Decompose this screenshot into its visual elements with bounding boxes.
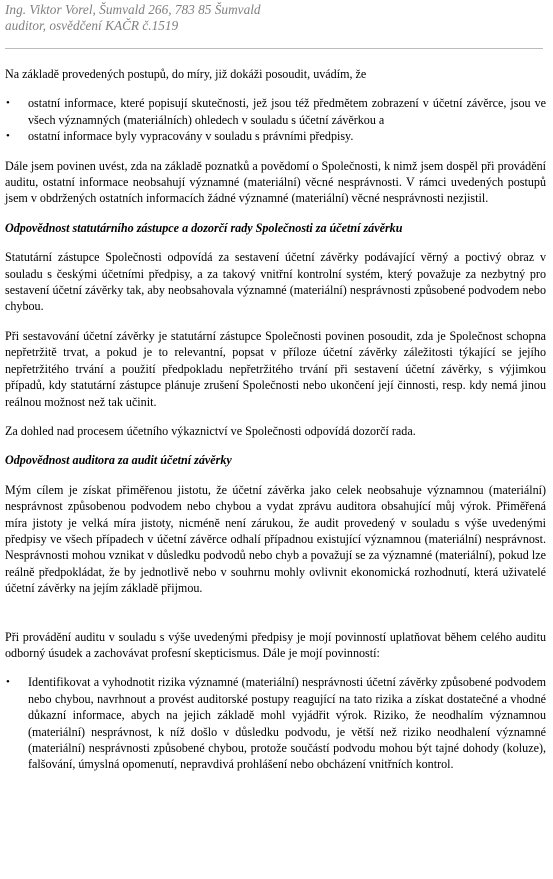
list-item: • ostatní informace byly vypracovány v souladu s právními předpisy. xyxy=(6,129,354,144)
auditor-certificate: auditor, osvědčení KAČR č.1519 xyxy=(5,18,179,33)
section-heading-statutory: Odpovědnost statutárního zástupce a dozorčí rady Společnosti za účetní závěrku xyxy=(5,220,403,235)
statutory-paragraph-1: Statutární zástupce Společnosti odpovídá za sestavení účetní závěrky podávající věrný a poctivý obraz v souladu s českými účetními předpisy, a za takový vnitřní kontrolní systém, který považuje za nezbytný pro sestavení účetní závěrky tak, aby neobsahovala významné (materiální) nesprávnosti způsobené podvodem nebo chybou. xyxy=(5,250,546,314)
section-heading-auditor: Odpovědnost auditora za audit účetní závěrky xyxy=(5,453,232,468)
intro-paragraph: Na základě provedených postupů, do míry, již dokáži posoudit, uvádím, že xyxy=(5,67,367,81)
auditor-name-address: Ing. Viktor Vorel, Šumvald 266, 783 85 Šumvald xyxy=(5,2,261,17)
header-divider xyxy=(5,48,543,49)
auditor-paragraph-1: Mým cílem je získat přiměřenou jistotu, že účetní závěrka jako celek neobsahuje významnou (materiální) nesprávnost způsobenou podvodem nebo chybou a vydat zprávu auditora obsahující můj výrok. Přiměřená míra jistoty je velká míra jistoty, nicméně není zárukou, že audit provedený v souladu s výše uvedenými předpisy ve všech případech v účetní závěrce odhalí případnou existující významnou (materiální) nesprávnost. Nesprávnosti mohou vznikat v důsledku podvodů nebo chyb a považují se za významné (materiální), pokud lze reálně předpokládat, že by jednotlivě nebo v souhrnu mohly ovlivnit ekonomická rozhodnutí, která uživatelé účetní závěrky na jejím základě přijmou. xyxy=(5,482,546,596)
auditor-duties-list xyxy=(5,674,546,772)
auditor-paragraph-2: Při provádění auditu v souladu s výše uvedenými předpisy je mojí povinností uplatňovat během celého auditu odborný úsudek a zachovávat profesní skepticismus. Dále je mojí povinností: xyxy=(5,629,546,660)
supervision-paragraph: Za dohled nad procesem účetního výkaznictví ve Společnosti odpovídá dozorčí rada. xyxy=(5,423,416,438)
bullet-icon: • xyxy=(6,97,10,110)
list-item: • Identifikovat a vyhodnotit rizika významné (materiální) nesprávnosti účetní závěrky způsobené podvodem nebo chybou, navrhnout a provést auditorské postupy reagující na tato rizika a získat dostatečné a vhodné důkazní informace, abych na jejich základě mohl vyjádřit výrok. Riziko, že neodhalím významnou (materiální) nesprávnost, k níž došlo v důsledku podvodu, je větší než riziko neodhalení významné (materiální) nesprávnosti způsobené chybou, protože součástí podvodu mohou být tajné dohody (koluze), falšování, úmyslná opomenutí, nepravdivá prohlášení nebo obcházení vnitřních kontrol. xyxy=(6,675,546,772)
other-info-list xyxy=(5,95,546,144)
report-body xyxy=(5,66,546,773)
list-item: • ostatní informace, které popisují skutečnosti, jež jsou též předmětem zobrazení v účetní závěrce, jsou ve všech významných (materiálních) ohledech v souladu s účetní závěrkou a xyxy=(6,96,546,127)
bullet-icon: • xyxy=(6,130,10,143)
bullet-icon: • xyxy=(6,676,10,689)
other-info-paragraph: Dále jsem povinen uvést, zda na základě poznatků a povědomí o Společnosti, k nimž jsem dospěl při provádění auditu, ostatní informace neobsahují významné (materiální) věcné nesprávnosti. V rámci uvedených postupů jsem v obdržených ostatních informacích žádné významné (materiální) věcné nesprávnosti nezjistil. xyxy=(5,158,546,206)
statutory-paragraph-2: Při sestavování účetní závěrky je statutární zástupce Společnosti povinen posoudit, zda je Společnost schopna nepřetržitě trvat, a pokud je to relevantní, popsat v příloze účetní závěrky záležitosti týkající se jejího nepřetržitého trvání a použití předpokladu nepřetržitého trvání při sestavení účetní závěrky, s výjimkou případů, kdy statutární zástupce plánuje zrušení Společnosti nebo ukončení její činnosti, resp. kdy nemá jinou reálnou možnost než tak učinit. xyxy=(5,328,546,409)
letterhead xyxy=(5,2,261,34)
